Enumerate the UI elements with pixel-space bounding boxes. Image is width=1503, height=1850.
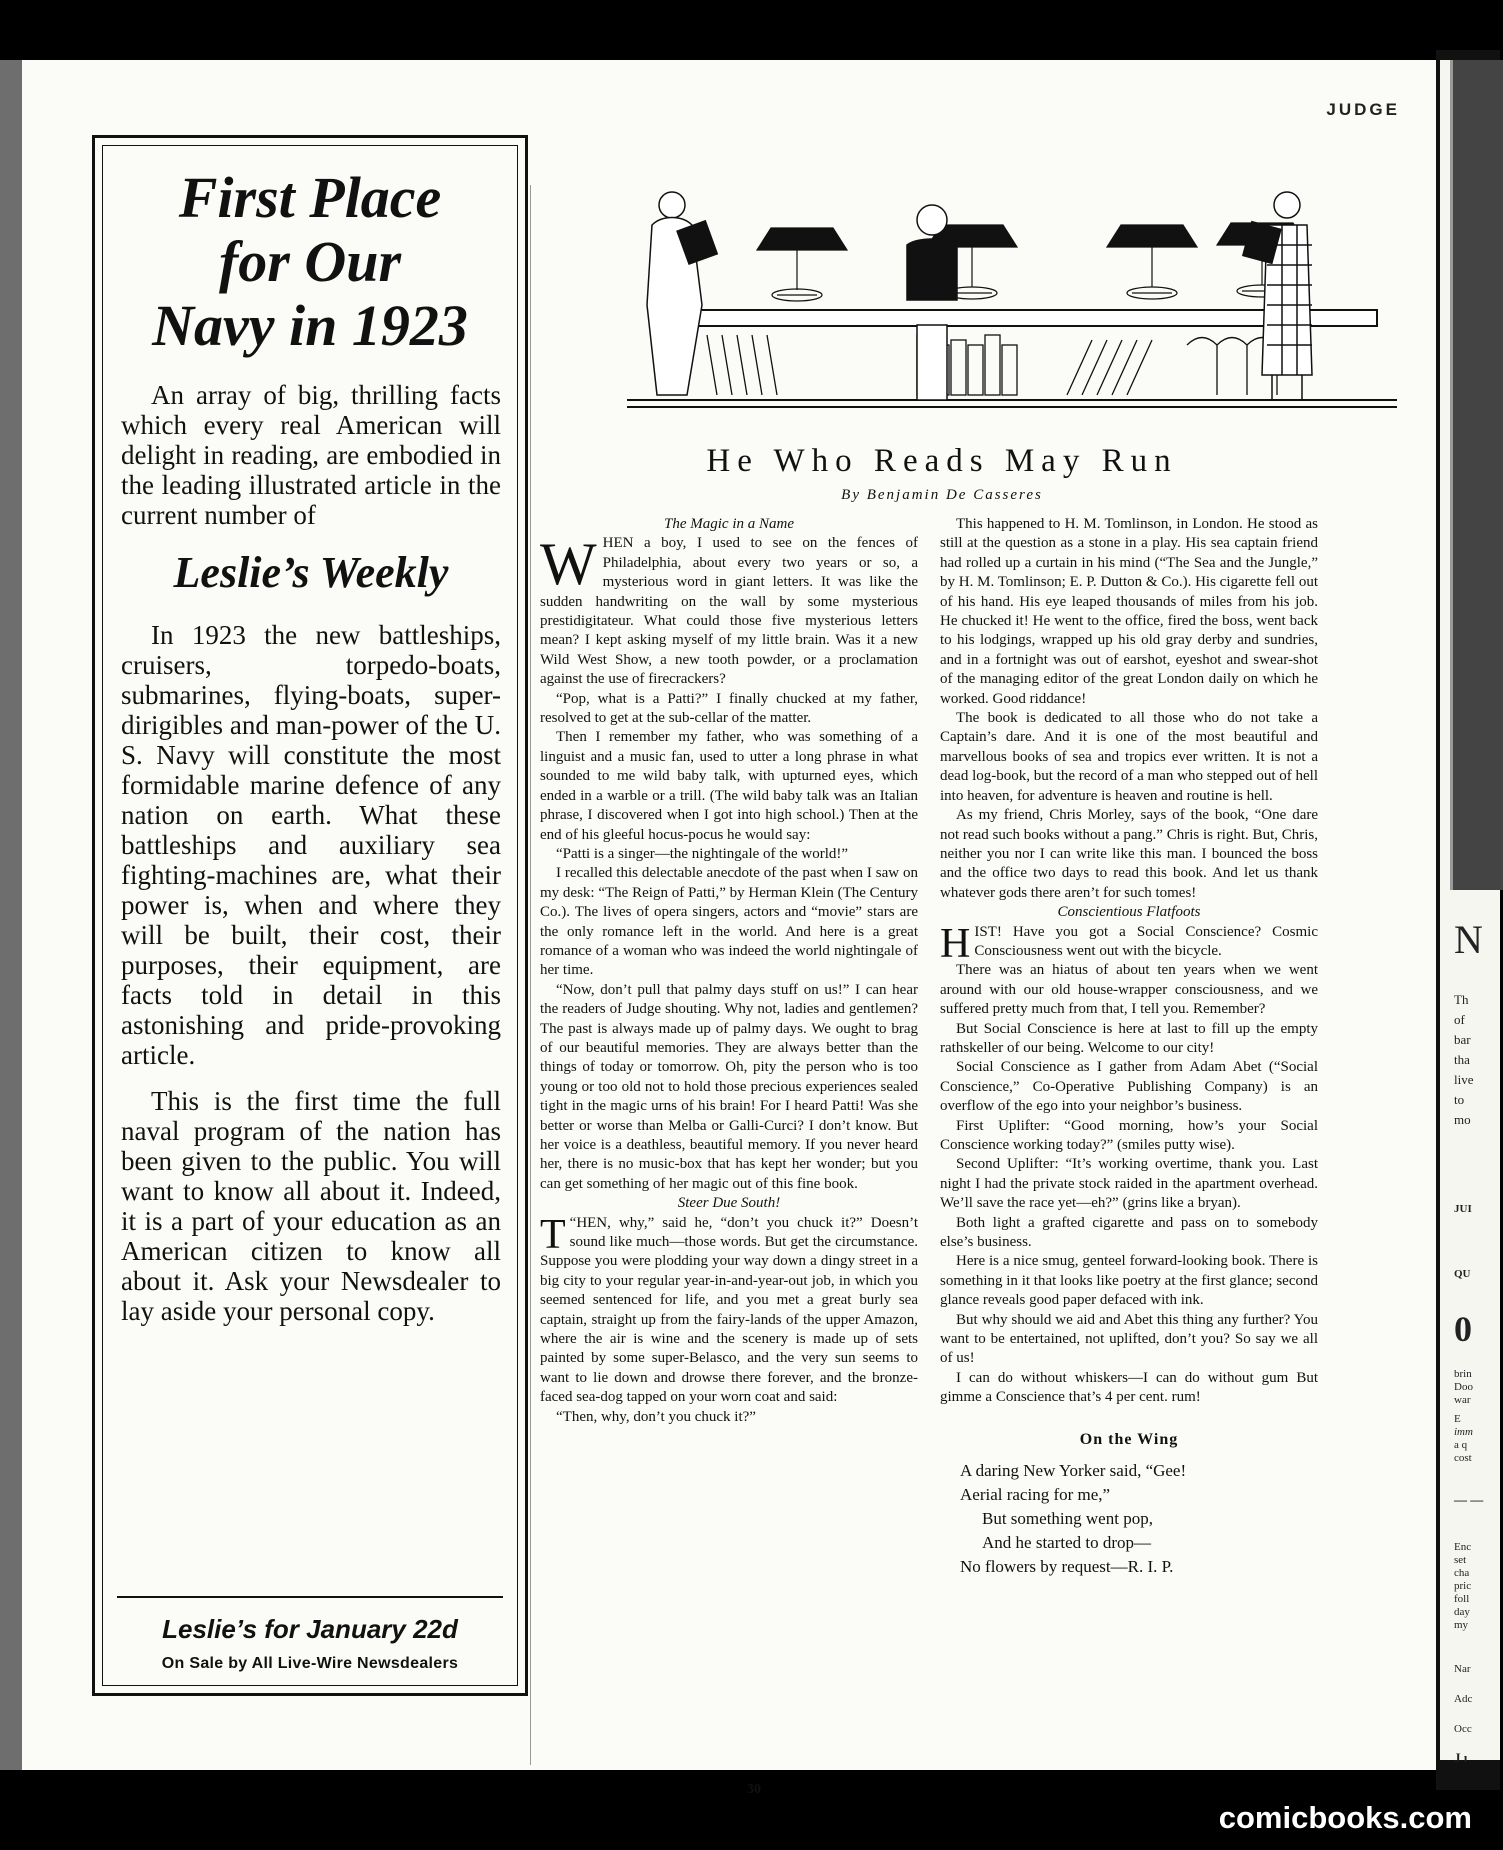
fragment-text: brin: [1454, 1368, 1472, 1380]
ad-inner-border: [102, 145, 518, 1686]
fragment-text: Occ: [1454, 1723, 1472, 1735]
ad-headline-line: for Our: [218, 229, 402, 294]
fragment-text: a q: [1454, 1439, 1468, 1451]
article-paragraph: The book is dedicated to all those who do not take a Captain’s dare. And it is one of the most beautiful and marvellous books of sea and tropics ever written. It is not a dead log-book, but the record of a man who stepped out of hell into heaven, for adventure is heaven and routine is hell.: [940, 710, 1318, 804]
fragment-text: live: [1454, 1072, 1474, 1087]
article-paragraph: Social Conscience as I gather from Adam Abet (“Social Conscience,” Co-Operative Publishing Company) is an overflow of the ego into your neighbor’s business.: [940, 1059, 1318, 1115]
ad-headline-line: First Place: [178, 165, 442, 230]
fragment-text: set: [1454, 1554, 1467, 1566]
fragment-text: day: [1454, 1606, 1470, 1618]
page-number: 30: [747, 1782, 761, 1797]
article-paragraph: There was an hiatus of about ten years when we went around with our old house-wrapper consciousness, and we suffered pretty much from that, I tell you. Remember?: [940, 962, 1318, 1018]
article-paragraph: I can do without whiskers—I can do without gum But gimme a Conscience that’s 4 per cent. rum!: [940, 1369, 1318, 1406]
article-title: He Who Reads May Run: [706, 443, 1178, 479]
column-divider: [530, 185, 531, 1765]
adjacent-photo: [1450, 60, 1503, 890]
ad-footer: [103, 1614, 517, 1673]
section-heading: Steer Due South!: [677, 1195, 781, 1212]
book-spine: [0, 60, 22, 1770]
article-paragraph: “Pop, what is a Patti?” I finally chucked at my father, resolved to get at the sub-cellar of the matter.: [540, 690, 918, 727]
fragment-text: E: [1454, 1413, 1461, 1425]
poem-line: A daring New Yorker said, “Gee!: [960, 1461, 1187, 1481]
fragment-text: — —: [1454, 1492, 1484, 1507]
fragment-text: JUI: [1454, 1203, 1472, 1215]
fragment-text: war: [1454, 1394, 1471, 1406]
magazine-page: [22, 60, 1442, 1797]
fragment-text: mo: [1454, 1112, 1471, 1127]
fragment-text: tha: [1454, 1052, 1470, 1067]
poem-line: No flowers by request—R. I. P.: [960, 1557, 1174, 1577]
fragment-text: bar: [1454, 1032, 1471, 1047]
ad-headline-line: Navy in 1923: [152, 293, 468, 358]
adjacent-page-fragment: [1440, 60, 1500, 1765]
watermark-text: comicbooks.com: [1218, 1800, 1472, 1835]
fragment-text: Nar: [1454, 1663, 1471, 1675]
article-paragraph: Then I remember my father, who was something of a linguist and a music fan, used to utter a long phrase in what sounded to me wild baby talk, with upturned eyes, which ended in a warble or a trill. (The wild baby talk was an Italian phrase, I discovered when I got into high school.) Then at the end of his gleeful hocus-pocus he would say:: [540, 729, 918, 843]
fragment-text: Enc: [1454, 1541, 1472, 1553]
ad-paragraph: In 1923 the new battleships, cruisers, torpedo-boats, submarines, flying-boats, super-dirigibles and man-power of the U. S. Navy will constitute the most formidable marine defence of any nation on earth. What these battleships and auxiliary sea fighting-machines are, what their power is, when and where they will be built, their cost, their purposes, their equipment, are facts told in detail in this astonishing and pride-provoking article.: [121, 620, 501, 1070]
article-paragraph: I recalled this delectable anecdote of the past when I saw on my desk: “The Reign of Patti,” by Herman Klein (The Century Co.). The lives of opera singers, actors and “movie” stars are the only romance left in the world. And here is a great romance of a woman who was indeed the world nightingale of her time.: [540, 865, 918, 979]
article-paragraph: HIST! Have you got a Social Conscience? Cosmic Consciousness went out with the bicycle.: [940, 920, 1318, 967]
fragment-text: to: [1454, 1092, 1465, 1107]
fragment-text: N: [1454, 917, 1483, 962]
article-paragraph: T “HEN, why,” said he, “don’t you chuck it?” Doesn’t sound like much—those words. But get the circumstance. Suppose you were plodding your way down a dingy street in a big city to your regular year-in-and-year-out job, in which you seemed sentenced for life, and you met a great burly sea captain, straight up from the fairy-lands of the upper Amazon, where the air is wine and the scenery is made up of sets painted by some super-Belasco, and the very sun seems to want to lie down and drowse there forever, and the bronze-faced sea-dog tapped on your worn coat and said:: [540, 1211, 918, 1406]
poem-line: And he started to drop—: [982, 1533, 1152, 1553]
article-paragraph: As my friend, Chris Morley, says of the book, “One dare not read such books without a pang.” Chris is right. But, Chris, neither you nor I can write like this man. I bounced the boss and the office two days to read this book. And let us thank whatever gods there aren’t for such tomes!: [940, 807, 1318, 901]
fragment-text: imm: [1454, 1426, 1473, 1438]
ad-divider: [117, 1596, 503, 1598]
ad-headline: [103, 166, 517, 358]
magazine-header: JUDGE: [1326, 100, 1400, 119]
article-paragraph: But why should we aid and Abet this thing any further? You want to be entertained, not uplifted, don’t you? So say we all of us!: [940, 1311, 1318, 1367]
library-illustration: [627, 185, 1397, 425]
fragment-text: J ı: [1454, 1750, 1468, 1765]
fragment-text: 0: [1454, 1309, 1472, 1349]
poem-title: On the Wing: [1079, 1430, 1179, 1448]
ad-paragraph: This is the first time the full naval program of the nation has been given to the public. You will want to know all about it. Indeed, it is a part of your education as an American citizen to know all about it. Ask your Newsdealer to lay aside your personal copy.: [121, 1086, 501, 1326]
fragment-text: cost: [1454, 1452, 1472, 1464]
article-paragraph: “Now, don’t pull that palmy days stuff on us!” I can hear the readers of Judge shouting. Why not, ladies and gentlemen? The past is always made up of palmy days. We ought to brag of our beautiful memories. They are always better than the things of today or tomorrow. Oh, pity the person who is too young or too old not to hold those precious experiences sealed tight in the magic urns of his brain! For I heard Patti! Was she better or worse than Melba or Galli-Curci? I don’t know. But her voice is a deathless, beautiful memory. If you never heard her, there is no music-box that has kept her wonder; but you can get something of her magic out of this fine book.: [540, 981, 918, 1192]
drop-cap: H: [940, 920, 971, 967]
article-byline: By Benjamin De Casseres: [841, 487, 1043, 503]
article-column-left: [540, 515, 918, 1427]
section-heading: Conscientious Flatfoots: [1057, 904, 1201, 921]
fragment-text: my: [1454, 1619, 1469, 1631]
article-paragraph: This happened to H. M. Tomlinson, in London. He stood as still at the question as a stone in a play. His sea captain friend had rolled up a curtain in his mind (“The Sea and the Jungle,” by H. M. Tomlinson; E. P. Dutton & Co.). His cigarette fell out of his hand. His eye leaped thousands of miles from his job. He chucked it! He went to the office, fired the boss, went back to his lodgings, wrapped up his old gray derby and sundries, and in a fortnight was out of earshot, eyeshot and swear-shot of the managing editor of the great London daily on which he worked. Good riddance!: [940, 516, 1318, 707]
fragment-text: of: [1454, 1012, 1465, 1027]
ad-brand-name: Leslie’s Weekly: [173, 548, 449, 597]
poem: [940, 1459, 1318, 1579]
fragment-text: pric: [1454, 1580, 1472, 1592]
fragment-text: Adc: [1454, 1693, 1473, 1705]
article-paragraph: Second Uplifter: “It’s working overtime, thank you. Last night I had the private stock raided in the apartment overhead. We’ll save the race yet—eh?” (grins like a bryan).: [940, 1156, 1318, 1212]
fragment-text: Th: [1454, 992, 1469, 1007]
fragment-text: foll: [1454, 1593, 1470, 1605]
fragment-text: cha: [1454, 1567, 1470, 1579]
section-heading: The Magic in a Name: [664, 516, 794, 532]
article-column-right: [940, 515, 1318, 1579]
ad-body: [121, 380, 501, 1326]
article-paragraph: Here is a nice smug, genteel forward-looking book. There is something in it that looks like poetry at the first glance; second glance reveals good paper defaced with ink.: [940, 1253, 1318, 1309]
article-paragraph: First Uplifter: “Good morning, how’s your Social Conscience working today?” (smiles putty wise).: [940, 1117, 1318, 1153]
drop-cap: W: [540, 531, 597, 598]
ad-intro: An array of big, thrilling facts which every real American will delight in reading, are embodied in the leading illustrated article in the current number of: [121, 380, 501, 530]
article-paragraph: WHEN a boy, I used to see on the fences of Philadelphia, about every two years or so, a mysterious word in giant letters. It was like the sudden handwriting on the wall by some mysterious prestidigitateur. What could those five mysterious letters mean? I kept asking myself of my little brain. Was it a new Wild West Show, a new tooth powder, or a proclamation against the use of firecrackers?: [540, 531, 918, 688]
ad-footer-date: Leslie’s for January 22d: [162, 1614, 458, 1644]
drop-cap: T: [540, 1211, 566, 1258]
article-paragraph: Both light a grafted cigarette and pass on to somebody else’s business.: [940, 1214, 1318, 1251]
article-paragraph: “Then, why, don’t you chuck it?”: [556, 1408, 756, 1425]
fragment-text: QU: [1454, 1268, 1471, 1280]
article-paragraph: “Patti is a singer—the nightingale of the world!”: [556, 845, 849, 862]
poem-line: Aerial racing for me,”: [960, 1485, 1111, 1505]
ad-footer-sale: On Sale by All Live-Wire Newsdealers: [161, 1655, 459, 1672]
article-paragraph: But Social Conscience is here at last to fill up the empty rathskeller of our being. Welcome to our city!: [940, 1020, 1318, 1056]
poem-line: But something went pop,: [982, 1509, 1153, 1529]
fragment-text: Doo: [1454, 1381, 1473, 1393]
leslies-advertisement: [92, 135, 528, 1696]
